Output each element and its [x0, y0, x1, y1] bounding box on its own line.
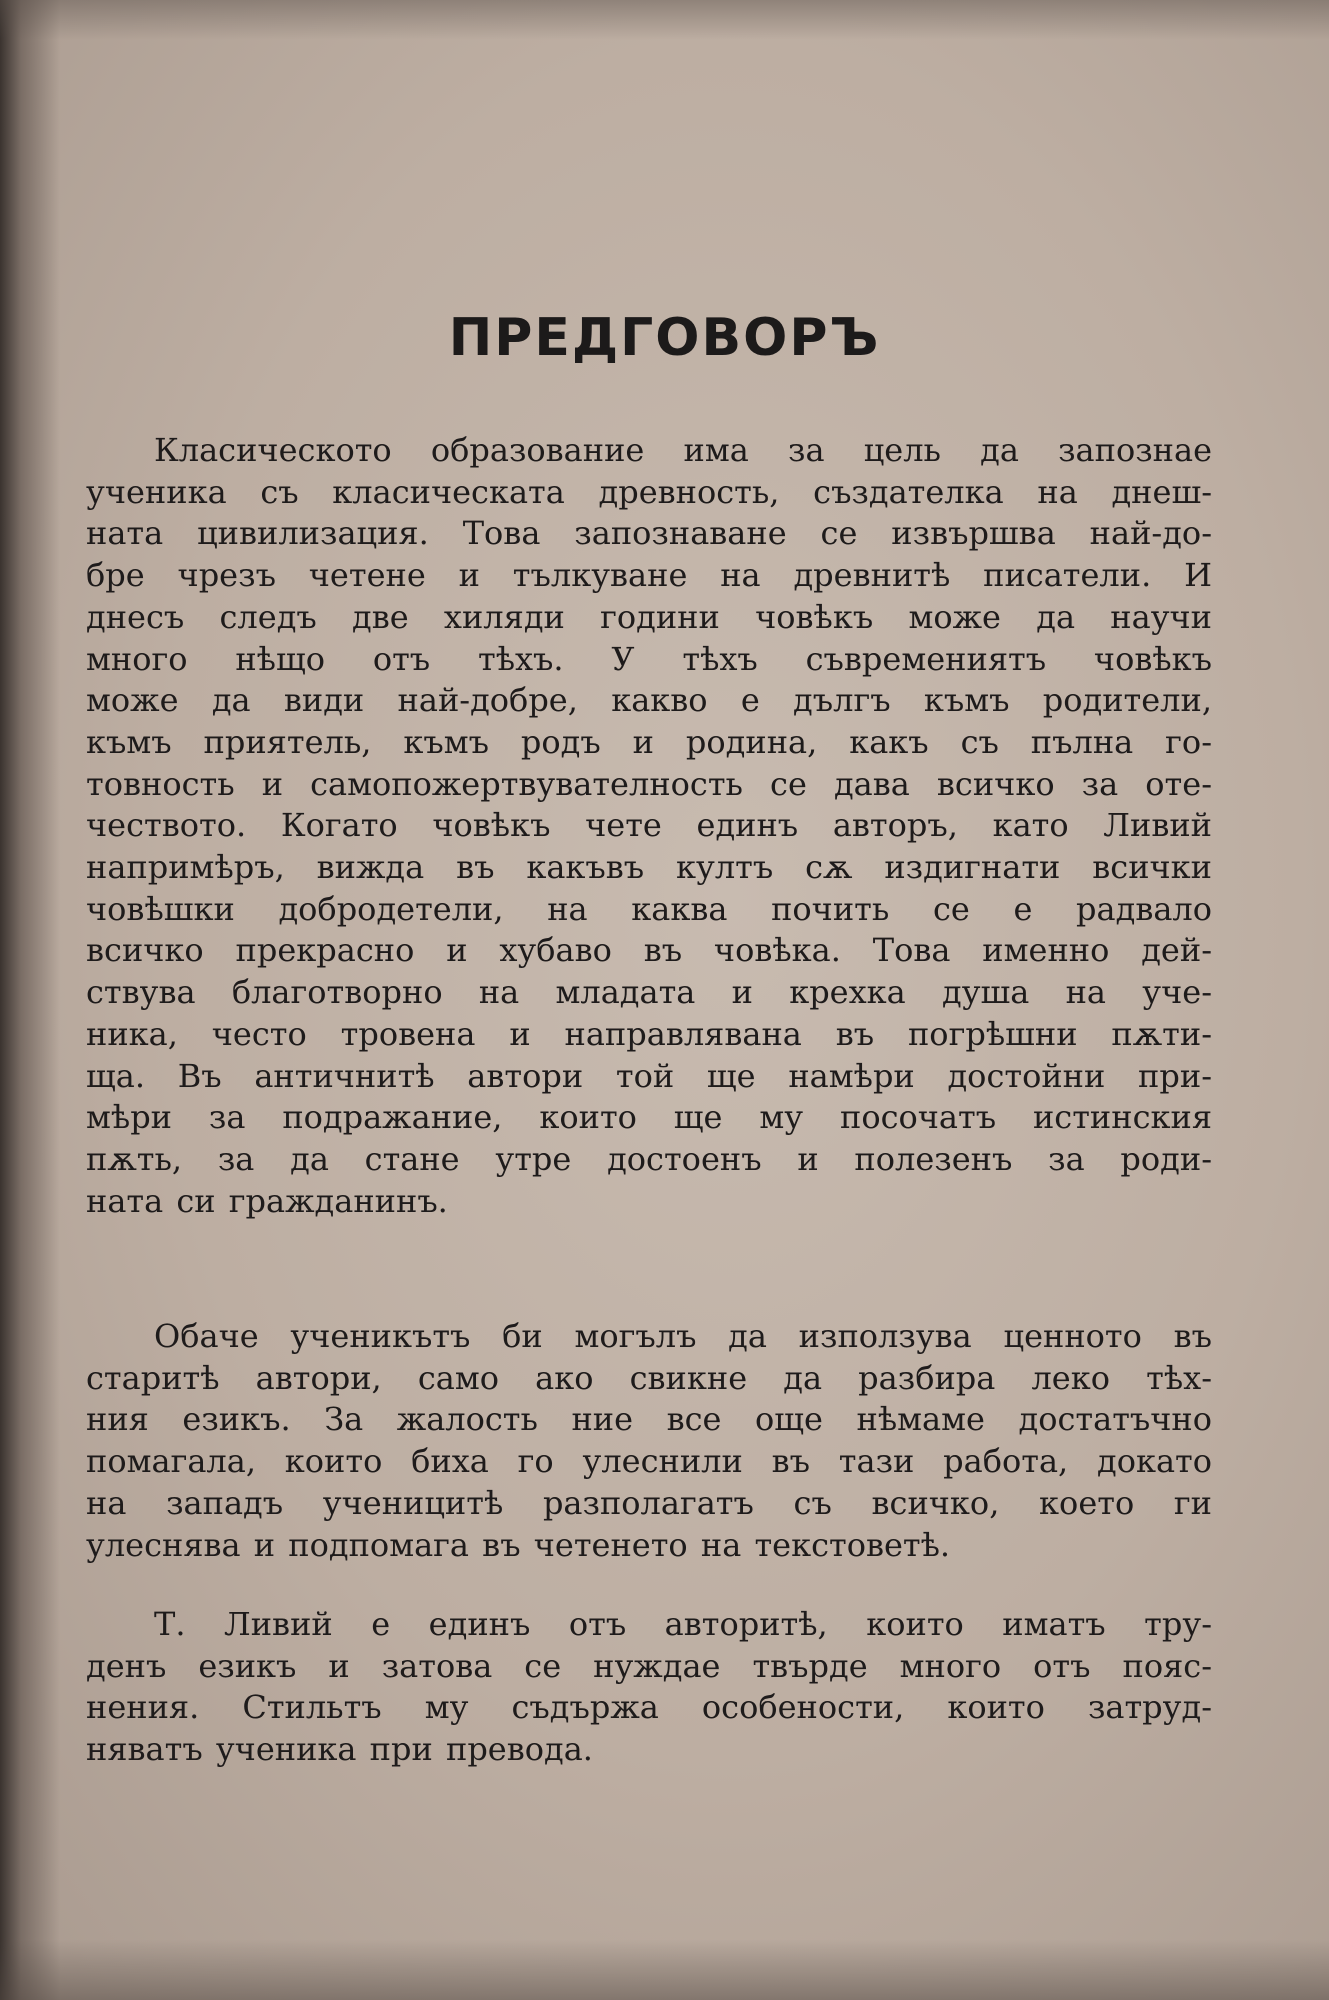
text-line: човѣшки добродетели, на каква почить се е радвало — [86, 889, 1212, 928]
text-line: бре чрезъ четене и тълкуване на древнитѣ писатели. И — [86, 556, 1212, 595]
text-line: няватъ ученика при превода. — [86, 1730, 593, 1769]
text-line: напримѣръ, вижда въ какъвъ култъ сѫ издигнати всички — [86, 848, 1212, 887]
text-line: Класическото образование има за цель да запознае — [154, 431, 1212, 469]
paragraph-1 — [86, 430, 1212, 1222]
text-line: много нѣщо отъ тѣхъ. У тѣхъ съвремениятъ човѣкъ — [86, 639, 1212, 678]
text-line: може да види най-добре, какво е дългъ къмъ родители, — [86, 681, 1212, 720]
text-line: нения. Стильтъ му съдържа особености, които затруд- — [86, 1688, 1212, 1727]
text-line: чеството. Когато човѣкъ чете единъ авторъ, като Ливий — [86, 806, 1212, 845]
text-line: Т. Ливий е единъ отъ авторитѣ, които иматъ тру- — [154, 1605, 1212, 1643]
text-line: Обаче ученикътъ би могълъ да използува ценното въ — [154, 1317, 1212, 1355]
text-line: ната цивилизация. Това запознаване се извършва най-до- — [86, 514, 1212, 553]
text-line: товность и самопожертвувателность се дава всичко за оте- — [86, 764, 1212, 803]
page-top-shadow — [0, 0, 1329, 40]
paragraph-3 — [86, 1604, 1212, 1771]
page-bottom-shadow — [0, 1940, 1329, 2000]
text-line: денъ езикъ и затова се нуждае твърде много отъ пояс- — [86, 1646, 1212, 1685]
text-line: днесъ следъ две хиляди години човѣкъ може да научи — [86, 597, 1212, 636]
text-line: помагала, които биха го улеснили въ тази работа, докато — [86, 1442, 1212, 1481]
page-title: ПРЕДГОВОРЪ — [448, 308, 881, 368]
text-line: ученика съ класическата древность, създателка на днеш- — [86, 472, 1212, 511]
text-line: улеснява и подпомага въ четенето на текстоветѣ. — [86, 1525, 951, 1564]
text-line: старитѣ автори, само ако свикне да разбира леко тѣх- — [86, 1358, 1212, 1397]
text-line: на западъ ученицитѣ разполагатъ съ всичко, което ги — [86, 1483, 1212, 1522]
text-line: ната си гражданинъ. — [86, 1181, 448, 1220]
text-line: ща. Въ античнитѣ автори той ще намѣри достойни при- — [86, 1056, 1212, 1095]
paragraph-2 — [86, 1316, 1212, 1566]
text-line: ника, често тровена и направлявана въ погрѣшни пѫти- — [86, 1014, 1212, 1053]
text-line: мѣри за подражание, които ще му посочатъ истинския — [86, 1098, 1212, 1137]
text-line: къмъ приятель, къмъ родъ и родина, какъ съ пълна го- — [86, 722, 1212, 761]
text-line: ния езикъ. За жалость ние все още нѣмаме достатъчно — [86, 1400, 1212, 1439]
text-line: всичко прекрасно и хубаво въ човѣка. Това именно дей- — [86, 931, 1212, 970]
text-line: пѫть, за да стане утре достоенъ и полезенъ за роди- — [86, 1139, 1212, 1178]
page-binding-shadow — [0, 0, 60, 2000]
text-line: ствува благотворно на младата и крехка душа на уче- — [86, 973, 1212, 1012]
